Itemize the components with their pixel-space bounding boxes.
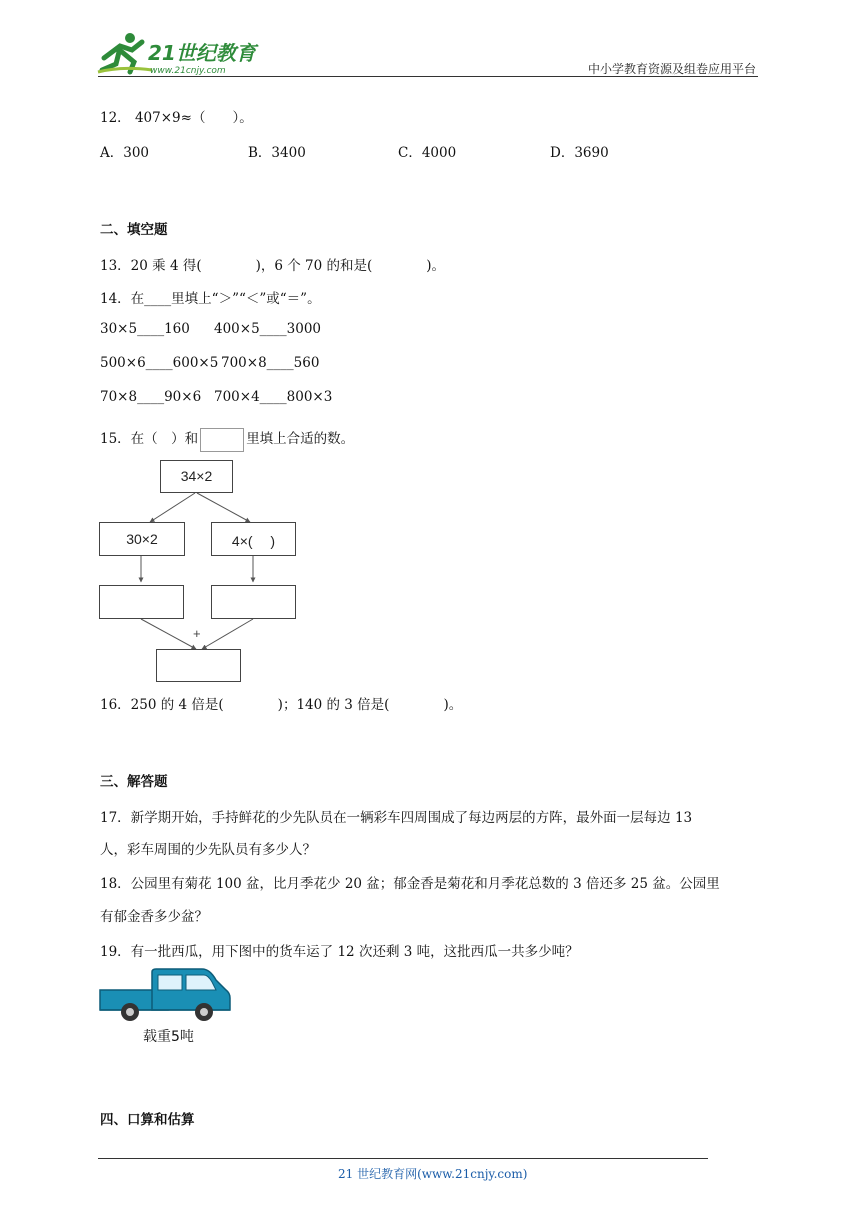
q15-stem-pre: 15．在（ ）和 <box>100 431 199 447</box>
diagram-top-box <box>160 460 233 493</box>
diagram-top-label: 34×2 <box>180 468 213 484</box>
diagram-plus-sign: + <box>193 626 201 641</box>
q12-option-b[interactable]: B．3400 <box>248 145 306 161</box>
logo-url: www.21cnjy.com <box>150 66 226 76</box>
q14-row1-right: 400×5____3000 <box>214 321 322 337</box>
q12-option-d[interactable]: D．3690 <box>550 145 609 161</box>
q14-row3-right: 700×4____800×3 <box>214 389 333 405</box>
q18-line2: 有郁金香多少盆？ <box>100 909 208 925</box>
section-2-title: 二、填空题 <box>100 222 168 238</box>
section-3-title: 三、解答题 <box>100 774 168 790</box>
diagram-right-box <box>211 522 296 556</box>
q12-option-c[interactable]: C．4000 <box>398 145 457 161</box>
diagram-left-answer-box[interactable] <box>99 585 184 619</box>
section-4-title: 四、口算和估算 <box>100 1112 195 1128</box>
q12-option-a[interactable]: A．300 <box>100 145 150 161</box>
q14-row1-left: 30×5____160 <box>100 321 190 337</box>
q15-stem-post: 里填上合适的数。 <box>246 431 355 447</box>
q14-row2-left: 500×6____600×5 <box>100 355 219 371</box>
truck-icon <box>98 966 234 1028</box>
q14-stem: 14．在____里填上“＞”“＜”或“＝”。 <box>100 291 321 307</box>
diagram-right-answer-box[interactable] <box>211 585 296 619</box>
q14-row3-left: 70×8____90×6 <box>100 389 202 405</box>
diagram-right-label: 4×( ) <box>231 533 276 549</box>
q16-text: 16．250 的 4 倍是( )；140 的 3 倍是( )。 <box>100 697 463 713</box>
footer-link[interactable]: 21 世纪教育网(www.21cnjy.com) <box>338 1167 528 1181</box>
footer-divider <box>98 1158 708 1159</box>
q17-line1: 17．新学期开始，手持鲜花的少先队员在一辆彩车四周围成了每边两层的方阵，最外面一层每边 13 <box>100 810 693 826</box>
q17-line2: 人，彩车周围的少先队员有多少人？ <box>100 842 316 858</box>
q19-stem: 19．有一批西瓜，用下图中的货车运了 12 次还剩 3 吨，这批西瓜一共多少吨？ <box>100 944 579 960</box>
header-title: 中小学教育资源及组卷应用平台 <box>587 62 756 76</box>
q18-line1: 18．公园里有菊花 100 盆，比月季花少 20 盆；郁金香是菊花和月季花总数的 3 倍还多 25 盆。公园里 <box>100 876 720 892</box>
q13-text: 13．20 乘 4 得( )，6 个 70 的和是( )。 <box>100 258 446 274</box>
logo-text: 21世纪教育 <box>148 41 256 65</box>
diagram-sum-answer-box[interactable] <box>156 649 241 682</box>
truck-label: 载重5吨 <box>143 1029 194 1045</box>
q14-row2-right: 700×8____560 <box>221 355 320 371</box>
diagram-left-box <box>99 522 185 556</box>
diagram-left-label: 30×2 <box>126 531 158 547</box>
q12-stem: 12． 407×9≈（ ）。 <box>100 110 253 126</box>
